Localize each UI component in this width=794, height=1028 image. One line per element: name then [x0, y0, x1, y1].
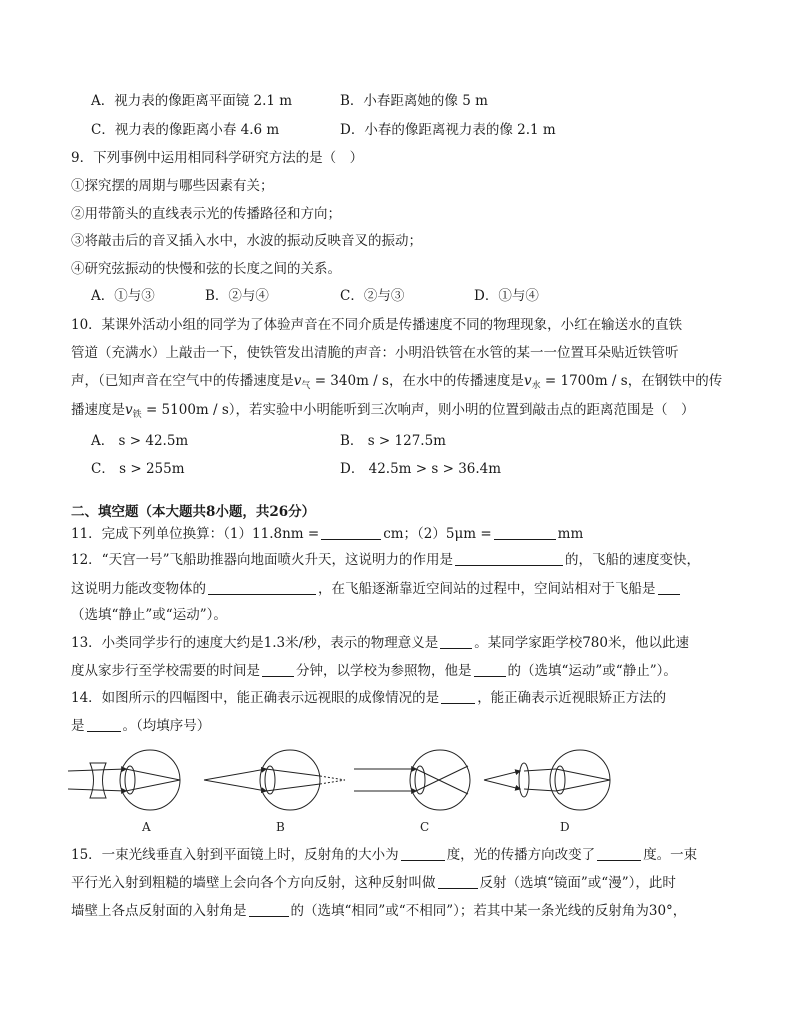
q12-line-1a: 12．“天宫一号”飞船助推器向地面喷火升天，这说明力的作用是	[71, 552, 453, 568]
q10-option-a: A． s > 42.5m	[91, 433, 189, 449]
q14-line-1b: ，能正确表示近视眼矫正方法的	[477, 690, 667, 706]
q15-line-2b: 反射（选填“镜面”或“漫”），此时	[479, 875, 676, 891]
v-iron-subscript: 铁	[132, 410, 142, 420]
q13-line-1	[71, 633, 689, 653]
q9-item-1: ①探究摆的周期与哪些因素有关；	[71, 178, 274, 194]
q14-line-2a: 是	[71, 718, 85, 734]
q13-line-1b: 。某同学家距学校780米，他以此速	[474, 635, 689, 651]
q10-option-b: B． s > 127.5m	[340, 433, 446, 449]
q10-line-4a: 播速度是	[71, 402, 125, 418]
section-2-title: 二、填空题（本大题共8小题，共26分）	[71, 504, 316, 520]
v-air-subscript: 气	[301, 381, 311, 391]
q9-item-4: ④研究弦振动的快慢和弦的长度之间的关系。	[71, 261, 341, 277]
concave-lens-icon	[90, 763, 106, 798]
q12-line-3: （选填“静止”或“运动”）。	[71, 607, 227, 623]
q8-option-d: D．小春的像距离视力表的像 2.1 m	[340, 122, 556, 138]
q10-line-3b: ，在水中的传播速度是	[388, 373, 524, 389]
q11-part-a: 11．完成下列单位换算：（1）11.8nm =	[71, 526, 320, 542]
q13-blank-1[interactable]	[440, 634, 472, 649]
q15-line-2a: 平行光入射到粗糙的墙壁上会向各个方向反射，这种反射叫做	[71, 875, 436, 891]
q11-part-c: mm	[557, 526, 584, 542]
eye-diagrams	[60, 738, 620, 838]
v-air-value: = 340m / s	[310, 373, 389, 389]
q13-line-1a: 13．小类同学步行的速度大约是1.3米/秒，表示的物理意义是	[71, 635, 439, 651]
q15-line-2	[71, 873, 676, 893]
q15-blank-4[interactable]	[249, 902, 289, 917]
v-air-symbol: v	[293, 373, 302, 389]
convex-lens-icon	[519, 763, 529, 797]
eye-label-b: B	[276, 820, 285, 834]
q8-option-b: B．小春距离她的像 5 m	[340, 93, 488, 109]
q10-line-2: 管道（充满水）上敲击一下，使铁管发出清脆的声音：小明沿铁管在水管的某一一位置耳朵贴近铁管听	[71, 345, 679, 361]
q12-line-1b: 的，飞船的速度变快，	[564, 552, 700, 568]
q14-line-2	[71, 716, 210, 736]
v-water-subscript: 水	[531, 381, 541, 391]
q10-line-4b: ），若实验中小明能听到三次响声，则小明的位置到敲击点的距离范围是（ ）	[228, 402, 695, 418]
q10-line-3a: 声，（已知声音在空气中的传播速度是	[71, 373, 294, 389]
q14-line-1a: 14．如图所示的四幅图中，能正确表示远视眼的成像情况的是	[71, 690, 440, 706]
q15-line-1	[71, 845, 697, 865]
q13-blank-2[interactable]	[262, 662, 294, 677]
eye-lens-c	[415, 766, 425, 794]
q10-line-3	[71, 371, 722, 396]
eyeball-a	[120, 750, 180, 810]
eye-diagram-c	[354, 750, 470, 810]
eye-diagram-a	[68, 750, 180, 810]
v-iron-value: = 5100m / s	[141, 402, 229, 418]
eye-diagram-b	[204, 750, 345, 810]
q12-blank-1[interactable]	[455, 551, 563, 566]
q10-line-3c: ，在钢铁中的传	[627, 373, 723, 389]
q8-option-c: C．视力表的像距离小春 4.6 m	[91, 122, 280, 138]
q12-line-2b: ，在飞船逐渐靠近空间站的过程中，空间站相对于飞船是	[318, 581, 656, 597]
q15-line-1b: 度，光的传播方向改变了	[446, 847, 596, 863]
q13-line-2c: 的（选填“运动”或“静止”）。	[507, 663, 677, 679]
q11-blank-1[interactable]	[321, 525, 381, 540]
q10-line-1: 10．某课外活动小组的同学为了体验声音在不同介质是传播速度不同的物理现象，小红在输送水的直铁	[71, 317, 683, 333]
q12-blank-2[interactable]	[208, 580, 316, 595]
q9-stem: 9．下列事例中运用相同科学研究方法的是（ ）	[71, 150, 364, 166]
q10-option-d: D． 42.5m > s > 36.4m	[340, 461, 502, 477]
v-water-symbol: v	[523, 373, 532, 389]
q9-option-d: D．①与④	[474, 288, 539, 304]
q13-line-2	[71, 661, 677, 681]
q12-line-2a: 这说明力能改变物体的	[71, 581, 206, 597]
eyeball-d	[550, 750, 610, 810]
q9-option-a: A．①与③	[91, 288, 155, 304]
v-iron-symbol: v	[125, 402, 133, 418]
q12-line-1	[71, 550, 700, 570]
q9-item-2: ②用带箭头的直线表示光的传播路径和方向；	[71, 206, 341, 222]
eye-label-c: C	[420, 820, 430, 834]
q13-line-2a: 度从家步行至学校需要的时间是	[71, 663, 260, 679]
q9-option-b: B．②与④	[205, 288, 269, 304]
eye-diagram-d	[484, 750, 610, 810]
q13-line-2b: 分钟，以学校为参照物，他是	[296, 663, 472, 679]
q9-item-3: ③将敲击后的音叉插入水中，水波的振动反映音叉的振动；	[71, 233, 422, 249]
eye-label-a: A	[142, 820, 151, 834]
q15-line-3	[71, 901, 686, 921]
q10-line-4	[71, 400, 695, 425]
q15-blank-2[interactable]	[597, 846, 641, 861]
q11	[71, 524, 583, 544]
q11-blank-2[interactable]	[494, 525, 556, 540]
q15-line-1c: 度。一束	[643, 847, 698, 863]
q8-option-a: A．视力表的像距离平面镜 2.1 m	[91, 93, 293, 109]
q12-blank-3[interactable]	[658, 580, 680, 595]
q14-line-1	[71, 688, 666, 708]
q10-option-c: C． s > 255m	[91, 461, 185, 477]
q14-blank-2[interactable]	[87, 717, 121, 732]
eyeball-b	[260, 750, 320, 810]
q14-blank-1[interactable]	[441, 689, 475, 704]
q15-blank-3[interactable]	[438, 874, 478, 889]
q13-blank-3[interactable]	[474, 662, 506, 677]
q14-line-2b: 。（均填序号）	[122, 718, 211, 734]
eye-label-d: D	[560, 820, 570, 834]
q11-part-b: cm；（2）5μm =	[383, 526, 492, 542]
q15-line-3a: 墙壁上各点反射面的入射角是	[71, 903, 247, 919]
q15-line-3b: 的（选填“相同”或“不相同”）；若其中某一条光线的反射角为30°，	[290, 903, 687, 919]
q15-line-1a: 15．一束光线垂直入射到平面镜上时，反射角的大小为	[71, 847, 399, 863]
v-water-value: = 1700m / s	[540, 373, 628, 389]
q12-line-2	[71, 579, 682, 599]
q15-blank-1[interactable]	[401, 846, 445, 861]
q9-option-c: C．②与③	[340, 288, 405, 304]
